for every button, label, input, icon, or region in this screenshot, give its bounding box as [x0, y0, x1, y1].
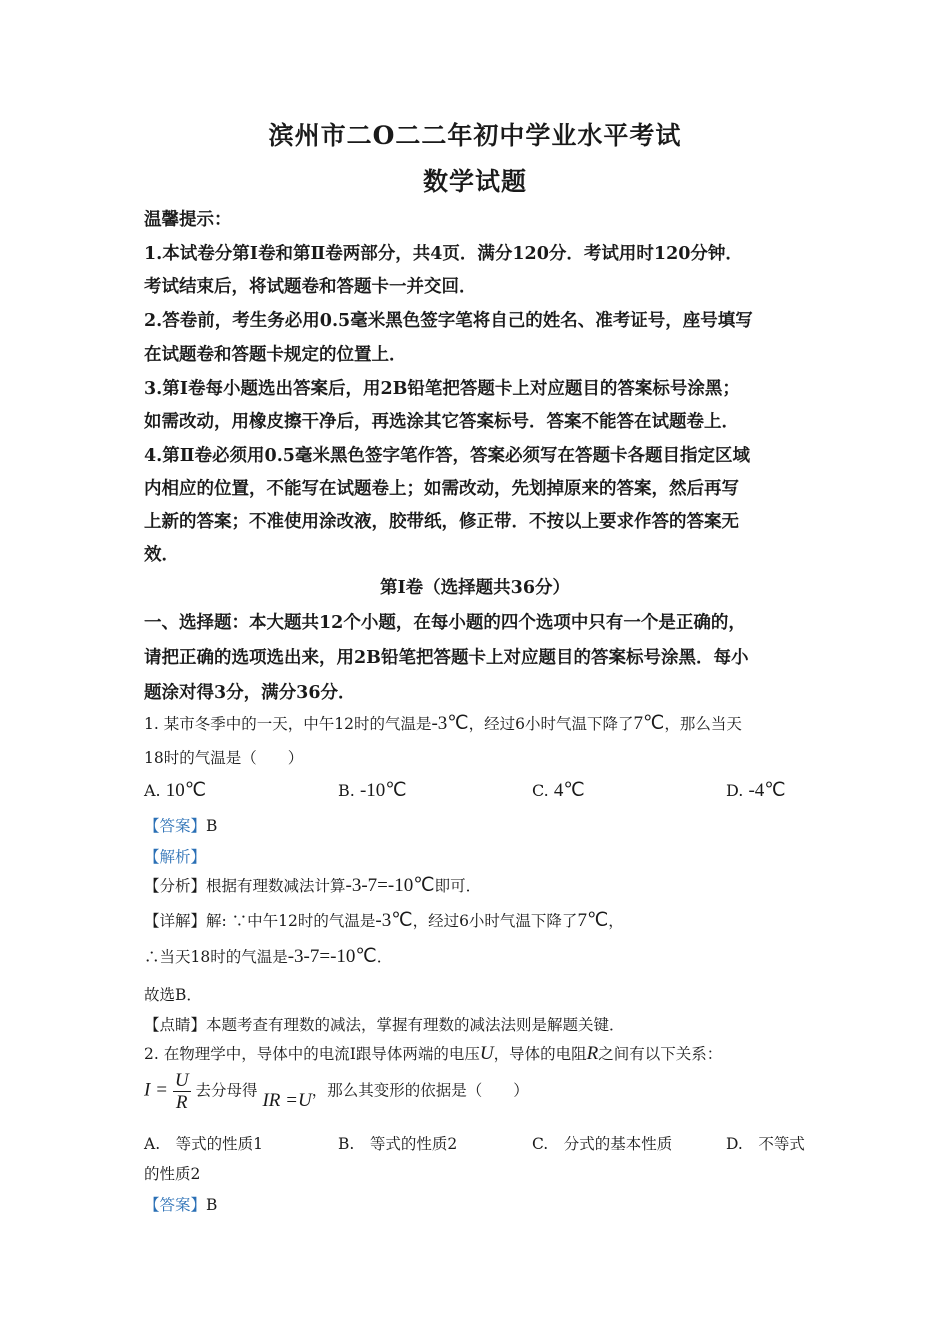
- answer-tag: 【答案】: [144, 817, 207, 835]
- notice-line: 3.第Ⅰ卷每小题选出答案后，用2B铅笔把答题卡上对应题目的答案标号涂黑；: [144, 379, 740, 399]
- q2-option-b: B. 等式的性质2: [338, 1135, 458, 1153]
- notice-line: 4.第Ⅱ卷必须用0.5毫米黑色签字笔作答，答案必须写在答题卡各题目指定区域: [144, 446, 750, 466]
- q1-option-d: D. -4℃: [726, 780, 786, 801]
- q1-option-b: B. -10℃: [338, 780, 407, 801]
- q2-eq2: IR =U: [262, 1089, 312, 1111]
- notice-line: 效．: [144, 545, 179, 565]
- q1-therefore: ∴当天18时的气温是-3-7=-10℃．: [144, 946, 393, 967]
- notice-line: 在试题卷和答题卡规定的位置上．: [144, 345, 407, 365]
- q1-option-a: A. 10℃: [144, 780, 207, 801]
- section-intro-line: 一、选择题：本大题共12个小题，在每小题的四个选项中只有一个是正确的，: [144, 613, 746, 633]
- q1-choose: 故选B．: [144, 986, 202, 1004]
- q1-option-c: C. 4℃: [532, 780, 585, 801]
- q2-fraction: $\frac{U}{R}$: [174, 1070, 189, 1113]
- q1-detail: 【详解】解: ∵中午12时的气温是-3℃，经过6小时气温下降了7℃，: [144, 910, 624, 931]
- exam-title: 滨州市二O二二年初中学业水平考试: [268, 121, 682, 150]
- section-intro-line: 题涂对得3分，满分36分．: [144, 683, 356, 703]
- q2-answer: 【答案】B: [144, 1196, 218, 1214]
- q1-analysis-tag: 【解析】: [144, 848, 207, 866]
- notice-line: 2.答卷前，考生务必用0.5毫米黑色签字笔将自己的姓名、准考证号，座号填写: [144, 311, 753, 331]
- notice-line: 如需改动，用橡皮擦干净后，再选涂其它答案标号．答案不能答在试题卷上．: [144, 412, 739, 432]
- q1-stem-cont: 18时的气温是（ ）: [144, 749, 304, 767]
- notice-line: 内相应的位置，不能写在试题卷上；如需改动，先划掉原来的答案，然后再写: [144, 479, 739, 499]
- q2-option-c: C. 分式的基本性质: [532, 1135, 673, 1153]
- answer-tag: 【答案】: [144, 1196, 207, 1214]
- q2-option-a: A. 等式的性质1: [144, 1135, 264, 1153]
- notice-line: 考试结束后，将试题卷和答题卡一并交回．: [144, 277, 477, 297]
- q1-drop: 7℃: [633, 713, 665, 734]
- q1-stem: 1. 某市冬季中的一天，中午12时的气温是-3℃，经过6小时气温下降了7℃，那么当天: [144, 713, 742, 734]
- q2-lhs: I =: [144, 1079, 168, 1101]
- q1-comment: 【点睛】本题考查有理数的减法，掌握有理数的减法法则是解题关键．: [144, 1016, 625, 1034]
- section-intro-line: 请把正确的选项选出来，用2B铅笔把答题卡上对应题目的答案标号涂黑．每小: [144, 648, 749, 668]
- q2-option-d: D. 不等式: [726, 1135, 805, 1153]
- exam-subtitle: 数学试题: [422, 167, 527, 196]
- q1-answer: 【答案】B: [144, 817, 218, 835]
- q1-fenxi: 【分析】根据有理数减法计算-3-7=-10℃即可．: [144, 875, 482, 896]
- q2-stem: 2. 在物理学中，导体中的电流Ⅰ跟导体两端的电压U，导体的电阻R之间有以下关系：: [144, 1043, 723, 1064]
- q2-formula-line: I = $\frac{U}{R}$ 去分母得 IR =U，那么其变形的依据是（ ）: [144, 1070, 529, 1113]
- section-heading: 第Ⅰ卷（选择题共36分）: [379, 578, 571, 598]
- notice-line: 1.本试卷分第Ⅰ卷和第Ⅱ卷两部分，共4页．满分120分．考试用时120分钟．: [144, 244, 743, 264]
- q2-option-d-wrap: 的性质2: [144, 1165, 201, 1183]
- notice-line: 上新的答案；不准使用涂改液，胶带纸，修正带．不按以上要求作答的答案无: [144, 512, 739, 532]
- notice-heading: 温馨提示：: [144, 210, 232, 230]
- q1-temp-noon: -3℃: [431, 713, 469, 734]
